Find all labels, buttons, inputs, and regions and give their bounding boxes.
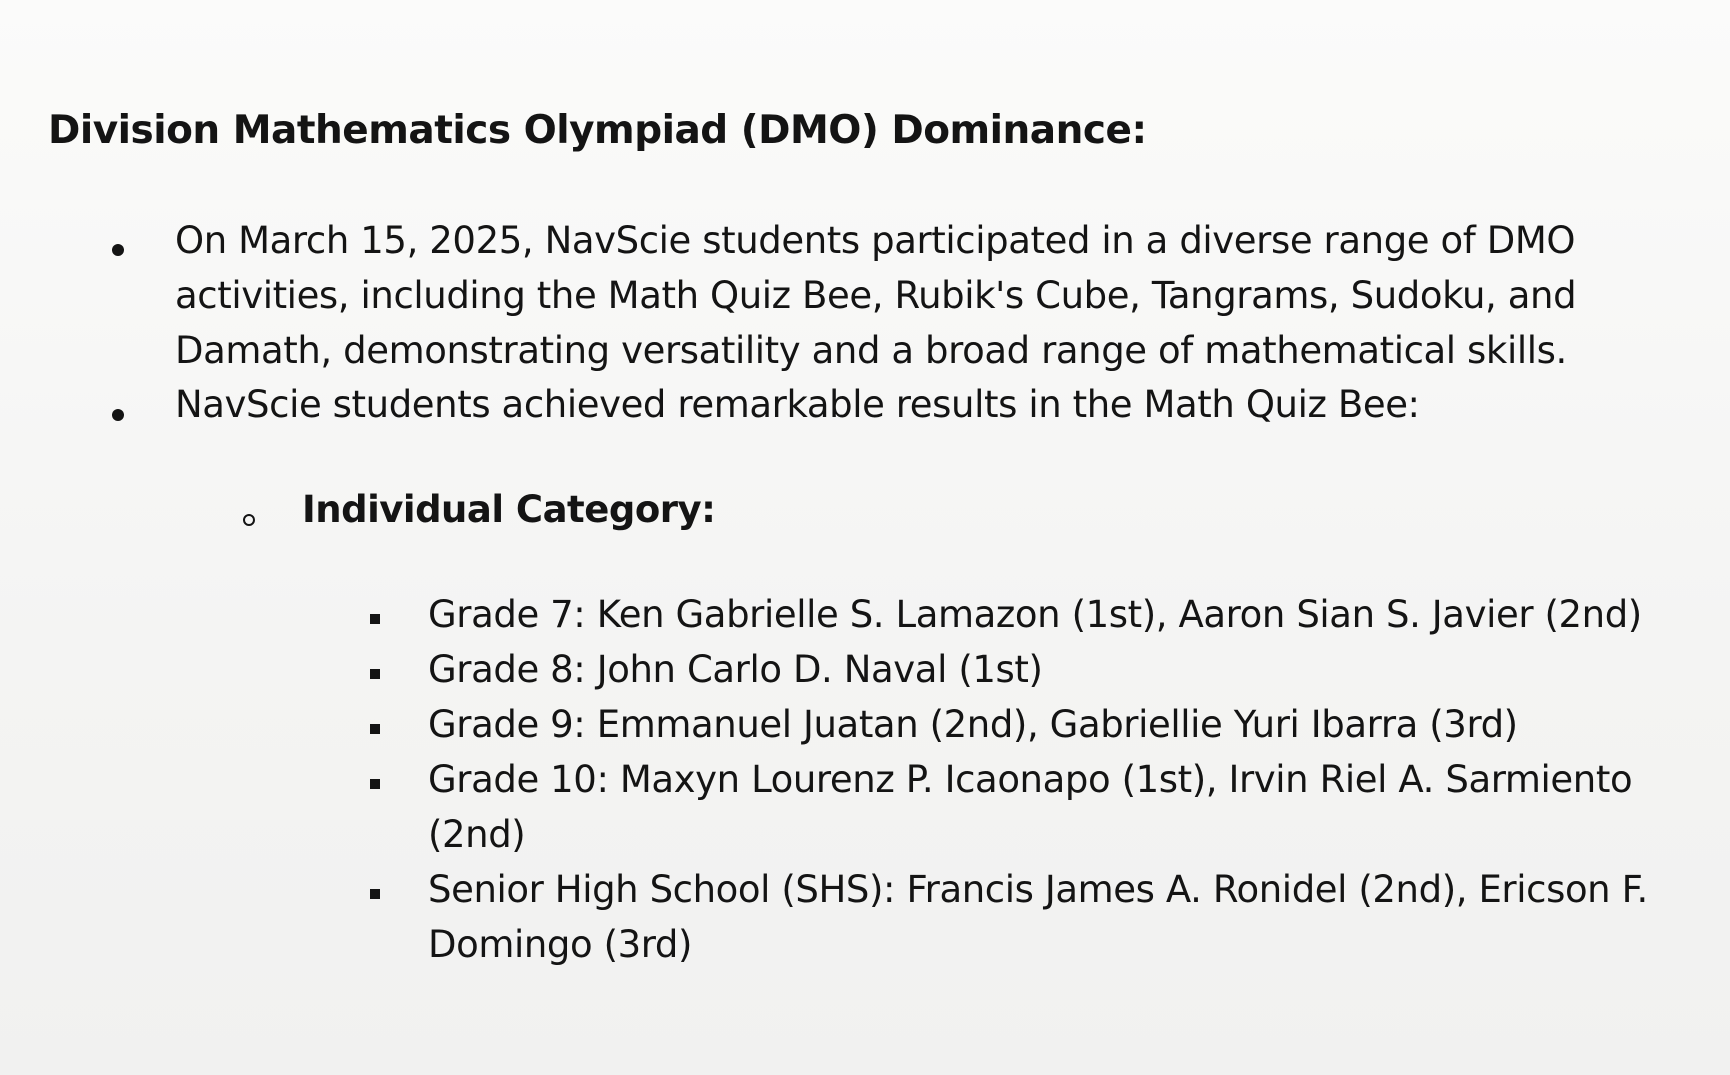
list-item-continuation: Domingo (3rd): [428, 923, 693, 966]
square-bullet-icon: [370, 669, 380, 679]
circle-bullet-icon: [243, 514, 255, 526]
list-item: Grade 10: Maxyn Lourenz P. Icaonapo (1st), Irvin Riel A. Sarmiento: [428, 758, 1633, 801]
bullet-dot: [112, 244, 124, 256]
list-item: Grade 7: Ken Gabrielle S. Lamazon (1st), Aaron Sian S. Javier (2nd): [428, 593, 1642, 636]
bullet-text-line: Damath, demonstrating versatility and a broad range of mathematical skills.: [175, 329, 1567, 372]
bullet-text-line: On March 15, 2025, NavScie students participated in a diverse range of DMO: [175, 219, 1576, 262]
list-item: Senior High School (SHS): Francis James A. Ronidel (2nd), Ericson F.: [428, 868, 1648, 911]
list-item: Grade 9: Emmanuel Juatan (2nd), Gabriellie Yuri Ibarra (3rd): [428, 703, 1518, 746]
section-title: Division Mathematics Olympiad (DMO) Dominance:: [48, 108, 1147, 153]
bullet-text-line: NavScie students achieved remarkable results in the Math Quiz Bee:: [175, 383, 1420, 426]
square-bullet-icon: [370, 889, 380, 899]
bullet-text-line: activities, including the Math Quiz Bee, Rubik's Cube, Tangrams, Sudoku, and: [175, 274, 1577, 317]
square-bullet-icon: [370, 614, 380, 624]
square-bullet-icon: [370, 779, 380, 789]
bullet-dot: [112, 409, 124, 421]
list-item: Grade 8: John Carlo D. Naval (1st): [428, 648, 1043, 691]
square-bullet-icon: [370, 724, 380, 734]
list-item-continuation: (2nd): [428, 813, 526, 856]
subsection-heading: Individual Category:: [302, 488, 716, 531]
